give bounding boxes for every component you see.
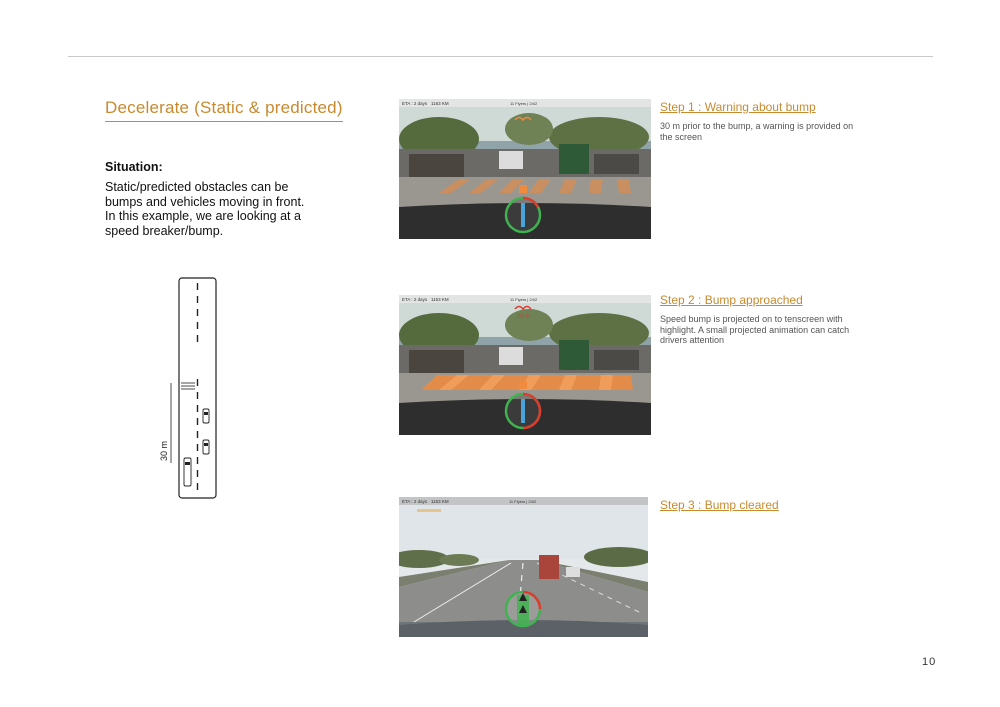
step2-description: Speed bump is projected on to tenscreen with highlight. A small projected animation can catch drivers attention	[660, 314, 850, 345]
page-title: Decelerate (Static & predicted)	[105, 98, 343, 122]
hud-distance: 1163 KM	[431, 297, 449, 302]
hud-route: 11 Flyers | 24/2	[510, 101, 538, 106]
truck-ahead	[539, 555, 559, 579]
step1-description: 30 m prior to the bump, a warning is provided on the screen	[660, 121, 854, 142]
hud-eta: ETA : 2 days	[402, 297, 428, 302]
step3-title: Step 3 : Bump cleared	[660, 498, 779, 512]
hud-distance: 1163 KM	[431, 101, 449, 106]
road-diagram	[155, 275, 225, 505]
step1-title: Step 1 : Warning about bump	[660, 100, 816, 114]
step2-title: Step 2 : Bump approached	[660, 293, 803, 307]
vehicle-ahead-2	[203, 440, 209, 454]
distance-label: 30 m	[159, 440, 169, 461]
step1-dashboard-view	[399, 99, 651, 239]
vehicle-ahead-1	[203, 409, 209, 423]
hud-route: 11 Flyers | 24/2	[510, 297, 538, 302]
hud-eta: ETA : 2 days	[402, 101, 428, 106]
ego-vehicle	[184, 458, 191, 486]
hud-distance: 1163 KM	[431, 499, 449, 504]
hud-eta: ETA : 2 days	[402, 499, 428, 504]
situation-label: Situation:	[105, 160, 163, 174]
top-divider	[68, 56, 933, 57]
situation-text: Static/predicted obstacles can be bumps and vehicles moving in front. In this example, we are looking at a speed breaker/bump.	[105, 180, 305, 238]
step3-dashboard-view	[399, 497, 648, 637]
page-number: 10	[922, 656, 937, 668]
step2-dashboard-view	[399, 295, 651, 435]
hud-route: 11 Flyers | 24/2	[509, 499, 537, 504]
bump-distance-label: 30 m	[517, 314, 531, 320]
